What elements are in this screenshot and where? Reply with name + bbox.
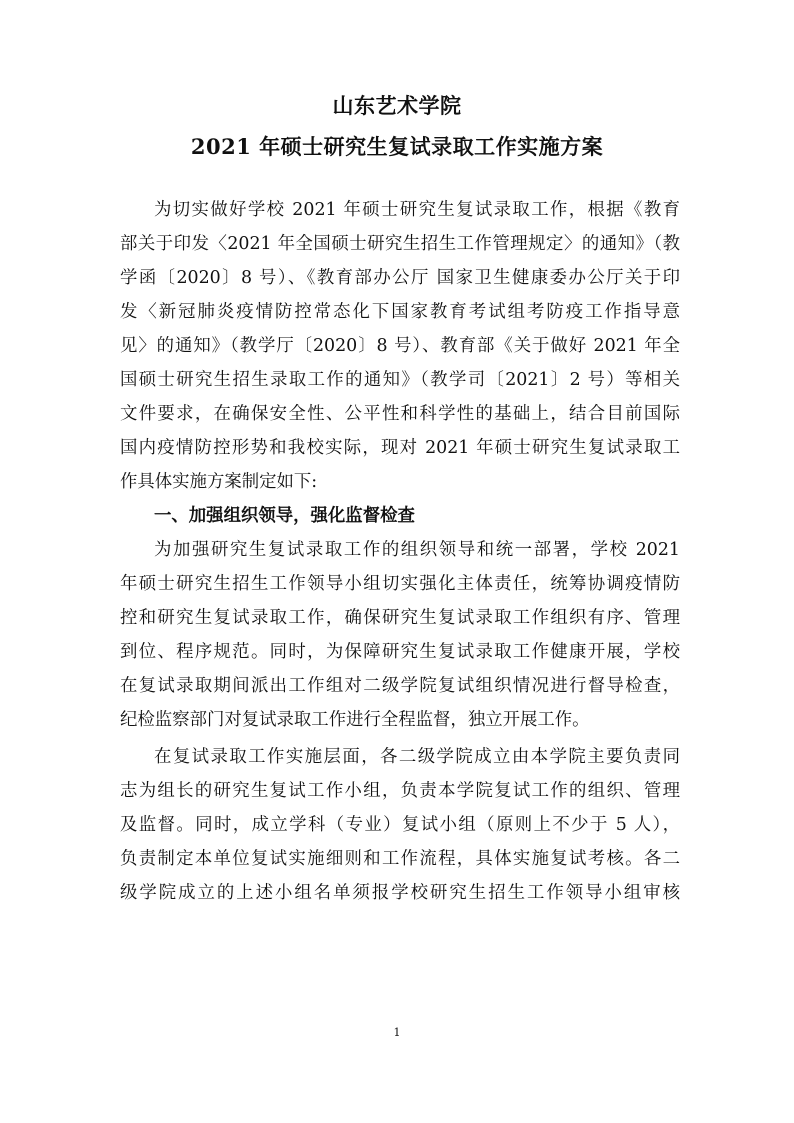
section-heading: 一、加强组织领导，强化监督检查 bbox=[154, 506, 415, 526]
intro-line: 部关于印发〈2021 年全国硕士研究生招生工作管理规定〉的通知》（教 bbox=[120, 234, 680, 254]
intro-line: 文件要求，在确保安全性、公平性和科学性的基础上，结合目前国际 bbox=[120, 404, 680, 424]
university-name: 山东艺术学院 bbox=[332, 93, 462, 118]
intro-line: 发〈新冠肺炎疫情防控常态化下国家教育考试组考防疫工作指导意 bbox=[120, 302, 680, 322]
paragraph-line: 为加强研究生复试录取工作的组织领导和统一部署，学校 2021 bbox=[154, 540, 680, 560]
paragraph-line: 年硕士研究生招生工作领导小组切实强化主体责任，统筹协调疫情防 bbox=[120, 574, 680, 594]
intro-line: 作具体实施方案制定如下: bbox=[120, 472, 318, 492]
document-title: 2021 年硕士研究生复试录取工作实施方案 bbox=[190, 134, 604, 159]
paragraph-line: 级学院成立的上述小组名单须报学校研究生招生工作领导小组审核 bbox=[120, 883, 680, 903]
paragraph-line: 志为组长的研究生复试工作小组，负责本学院复试工作的组织、管理 bbox=[120, 781, 680, 801]
paragraph-line: 及监督。同时，成立学科（专业）复试小组（原则上不少于 5 人）， bbox=[120, 815, 680, 835]
paragraph-line: 控和研究生复试录取工作，确保研究生复试录取工作组织有序、管理 bbox=[120, 608, 680, 628]
intro-line: 为切实做好学校 2021 年硕士研究生复试录取工作，根据《教育 bbox=[154, 200, 680, 220]
paragraph-line: 在复试录取期间派出工作组对二级学院复试组织情况进行督导检查， bbox=[120, 676, 680, 696]
paragraph-line: 纪检监察部门对复试录取工作进行全程监督，独立开展工作。 bbox=[120, 710, 590, 730]
page-number: 1 bbox=[393, 1026, 401, 1039]
paragraph-line: 在复试录取工作实施层面，各二级学院成立由本学院主要负责同 bbox=[154, 747, 680, 767]
intro-line: 学函〔2020〕8 号）、《教育部办公厅 国家卫生健康委办公厅关于印 bbox=[120, 268, 680, 288]
intro-line: 见〉的通知》（教学厅〔2020〕8 号）、教育部《关于做好 2021 年全 bbox=[120, 336, 680, 356]
paragraph-line: 负责制定本单位复试实施细则和工作流程，具体实施复试考核。各二 bbox=[120, 849, 680, 869]
document-body bbox=[120, 193, 680, 910]
intro-line: 国内疫情防控形势和我校实际，现对 2021 年硕士研究生复试录取工 bbox=[120, 438, 680, 458]
intro-line: 国硕士研究生招生录取工作的通知》（教学司〔2021〕2 号）等相关 bbox=[120, 370, 680, 390]
paragraph-line: 到位、程序规范。同时，为保障研究生复试录取工作健康开展，学校 bbox=[120, 642, 680, 662]
